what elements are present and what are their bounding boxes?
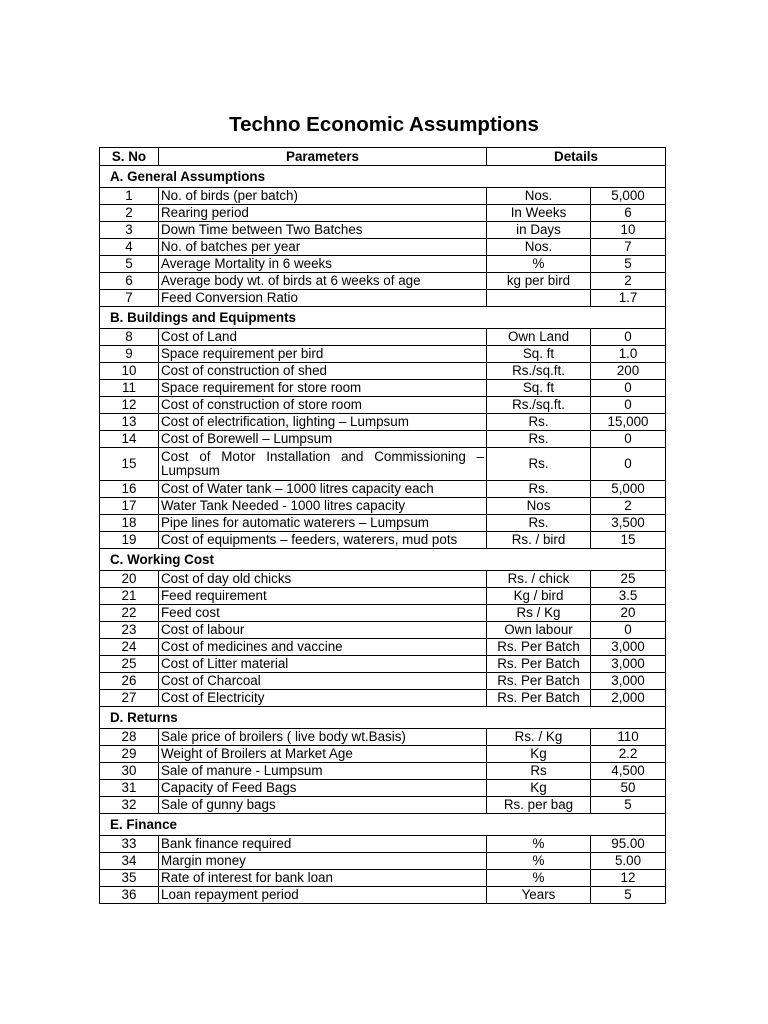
row-sno: 7 [100,290,159,307]
header-sno: S. No [100,148,159,166]
row-sno: 28 [100,729,159,746]
row-parameter: Cost of labour [159,622,487,639]
row-parameter: Average Mortality in 6 weeks [159,256,487,273]
row-sno: 35 [100,870,159,887]
row-sno: 32 [100,797,159,814]
row-sno: 4 [100,239,159,256]
row-sno: 26 [100,673,159,690]
row-unit: in Days [487,222,591,239]
row-value: 3,000 [591,656,666,673]
row-unit: Rs. per bag [487,797,591,814]
row-value: 0 [591,380,666,397]
row-unit: Rs. [487,481,591,498]
row-value: 4,500 [591,763,666,780]
row-parameter: Cost of Charcoal [159,673,487,690]
row-unit: Rs / Kg [487,605,591,622]
row-sno: 22 [100,605,159,622]
row-parameter: Cost of Land [159,329,487,346]
table-row [100,448,666,481]
row-parameter: Cost of construction of shed [159,363,487,380]
row-value: 5,000 [591,188,666,205]
row-unit: Years [487,887,591,904]
row-unit: % [487,870,591,887]
table-row [100,780,666,797]
table-row [100,622,666,639]
table-row [100,431,666,448]
row-sno: 29 [100,746,159,763]
row-unit: Rs. [487,515,591,532]
row-parameter: Rearing period [159,205,487,222]
row-unit: Rs. [487,414,591,431]
row-unit: Kg / bird [487,588,591,605]
row-value: 5 [591,797,666,814]
row-sno: 3 [100,222,159,239]
row-value: 7 [591,239,666,256]
row-sno: 24 [100,639,159,656]
row-parameter: Cost of construction of store room [159,397,487,414]
table-row [100,690,666,707]
table-row [100,414,666,431]
row-unit: Rs. [487,448,591,481]
row-parameter: Cost of day old chicks [159,571,487,588]
row-value: 3,500 [591,515,666,532]
table-row [100,205,666,222]
row-parameter: Space requirement per bird [159,346,487,363]
section-row [100,166,666,188]
row-parameter: Cost of Litter material [159,656,487,673]
table-row [100,729,666,746]
table-row [100,746,666,763]
row-sno: 13 [100,414,159,431]
row-value: 5.00 [591,853,666,870]
section-row [100,707,666,729]
row-unit: Rs. / bird [487,532,591,549]
table-row [100,836,666,853]
row-value: 6 [591,205,666,222]
section-title: B. Buildings and Equipments [100,307,666,329]
row-unit: Rs. Per Batch [487,656,591,673]
row-value: 0 [591,397,666,414]
row-parameter: Feed Conversion Ratio [159,290,487,307]
table-row [100,290,666,307]
row-unit: Kg [487,780,591,797]
section-title: E. Finance [100,814,666,836]
row-sno: 16 [100,481,159,498]
row-unit: Sq. ft [487,380,591,397]
row-unit: % [487,853,591,870]
table-row [100,222,666,239]
table-row [100,763,666,780]
row-parameter: No. of batches per year [159,239,487,256]
table-row [100,887,666,904]
row-sno: 27 [100,690,159,707]
row-parameter: Sale of manure - Lumpsum [159,763,487,780]
row-sno: 5 [100,256,159,273]
row-parameter: Weight of Broilers at Market Age [159,746,487,763]
assumptions-table [99,147,666,904]
table-row [100,588,666,605]
row-parameter: Feed cost [159,605,487,622]
row-sno: 30 [100,763,159,780]
row-value: 20 [591,605,666,622]
row-parameter: Sale price of broilers ( live body wt.Basis) [159,729,487,746]
row-value: 95.00 [591,836,666,853]
row-sno: 6 [100,273,159,290]
row-sno: 19 [100,532,159,549]
table-row [100,239,666,256]
row-unit: Own labour [487,622,591,639]
row-value: 25 [591,571,666,588]
row-sno: 31 [100,780,159,797]
row-sno: 11 [100,380,159,397]
row-sno: 21 [100,588,159,605]
row-sno: 12 [100,397,159,414]
row-unit [487,290,591,307]
row-parameter: Cost of Motor Installation and Commissioning – Lumpsum [159,448,487,481]
row-unit: Rs./sq.ft. [487,363,591,380]
row-value: 15 [591,532,666,549]
row-value: 3,000 [591,673,666,690]
row-parameter: Margin money [159,853,487,870]
table-row [100,256,666,273]
row-value: 0 [591,448,666,481]
table-header-row [100,148,666,166]
table-row [100,273,666,290]
table-row [100,363,666,380]
section-row [100,307,666,329]
table-row [100,870,666,887]
row-sno: 8 [100,329,159,346]
row-unit: Rs./sq.ft. [487,397,591,414]
table-row [100,532,666,549]
row-unit: Rs. [487,431,591,448]
row-unit: % [487,256,591,273]
section-row [100,549,666,571]
row-sno: 9 [100,346,159,363]
row-value: 1.7 [591,290,666,307]
table-row [100,329,666,346]
row-parameter: Loan repayment period [159,887,487,904]
row-parameter: Down Time between Two Batches [159,222,487,239]
table-row [100,380,666,397]
row-parameter: Pipe lines for automatic waterers – Lumpsum [159,515,487,532]
table-row [100,481,666,498]
section-title: C. Working Cost [100,549,666,571]
table-row [100,797,666,814]
row-value: 2 [591,498,666,515]
row-sno: 14 [100,431,159,448]
header-details: Details [487,148,666,166]
row-value: 2 [591,273,666,290]
row-value: 1.0 [591,346,666,363]
row-parameter: Cost of equipments – feeders, waterers, mud pots [159,532,487,549]
row-value: 5 [591,256,666,273]
row-value: 3.5 [591,588,666,605]
row-sno: 2 [100,205,159,222]
row-parameter: Cost of electrification, lighting – Lumpsum [159,414,487,431]
row-unit: Nos. [487,188,591,205]
header-parameters: Parameters [159,148,487,166]
row-value: 0 [591,329,666,346]
row-sno: 23 [100,622,159,639]
row-unit: Rs [487,763,591,780]
table-row [100,498,666,515]
row-value: 5 [591,887,666,904]
row-parameter: No. of birds (per batch) [159,188,487,205]
row-unit: % [487,836,591,853]
row-parameter: Capacity of Feed Bags [159,780,487,797]
table-row [100,673,666,690]
row-value: 2.2 [591,746,666,763]
table-row [100,397,666,414]
row-value: 0 [591,431,666,448]
section-row [100,814,666,836]
table-row [100,656,666,673]
row-value: 2,000 [591,690,666,707]
section-title: D. Returns [100,707,666,729]
row-parameter: Cost of Water tank – 1000 litres capacity each [159,481,487,498]
row-unit: Kg [487,746,591,763]
row-parameter: Space requirement for store room [159,380,487,397]
row-value: 10 [591,222,666,239]
table-row [100,346,666,363]
row-sno: 20 [100,571,159,588]
row-unit: Rs. / chick [487,571,591,588]
row-sno: 17 [100,498,159,515]
page-title: Techno Economic Assumptions [229,113,539,136]
row-parameter: Cost of Electricity [159,690,487,707]
table-row [100,605,666,622]
row-value: 12 [591,870,666,887]
row-sno: 1 [100,188,159,205]
table-row [100,853,666,870]
row-parameter: Feed requirement [159,588,487,605]
row-value: 110 [591,729,666,746]
row-parameter: Rate of interest for bank loan [159,870,487,887]
row-unit: kg per bird [487,273,591,290]
row-unit: Nos [487,498,591,515]
row-sno: 15 [100,448,159,481]
row-parameter: Sale of gunny bags [159,797,487,814]
row-unit: Rs. / Kg [487,729,591,746]
row-value: 50 [591,780,666,797]
table-row [100,515,666,532]
row-value: 5,000 [591,481,666,498]
row-sno: 10 [100,363,159,380]
row-unit: Sq. ft [487,346,591,363]
row-sno: 18 [100,515,159,532]
table-row [100,639,666,656]
row-sno: 34 [100,853,159,870]
row-value: 15,000 [591,414,666,431]
row-value: 0 [591,622,666,639]
row-sno: 25 [100,656,159,673]
section-title: A. General Assumptions [100,166,666,188]
row-unit: In Weeks [487,205,591,222]
row-unit: Rs. Per Batch [487,639,591,656]
row-sno: 33 [100,836,159,853]
row-sno: 36 [100,887,159,904]
row-value: 200 [591,363,666,380]
row-unit: Own Land [487,329,591,346]
row-parameter: Bank finance required [159,836,487,853]
table-row [100,571,666,588]
row-unit: Nos. [487,239,591,256]
row-parameter: Cost of Borewell – Lumpsum [159,431,487,448]
table-row [100,188,666,205]
row-parameter: Cost of medicines and vaccine [159,639,487,656]
row-unit: Rs. Per Batch [487,690,591,707]
row-parameter: Water Tank Needed - 1000 litres capacity [159,498,487,515]
row-unit: Rs. Per Batch [487,673,591,690]
row-value: 3,000 [591,639,666,656]
row-parameter: Average body wt. of birds at 6 weeks of age [159,273,487,290]
